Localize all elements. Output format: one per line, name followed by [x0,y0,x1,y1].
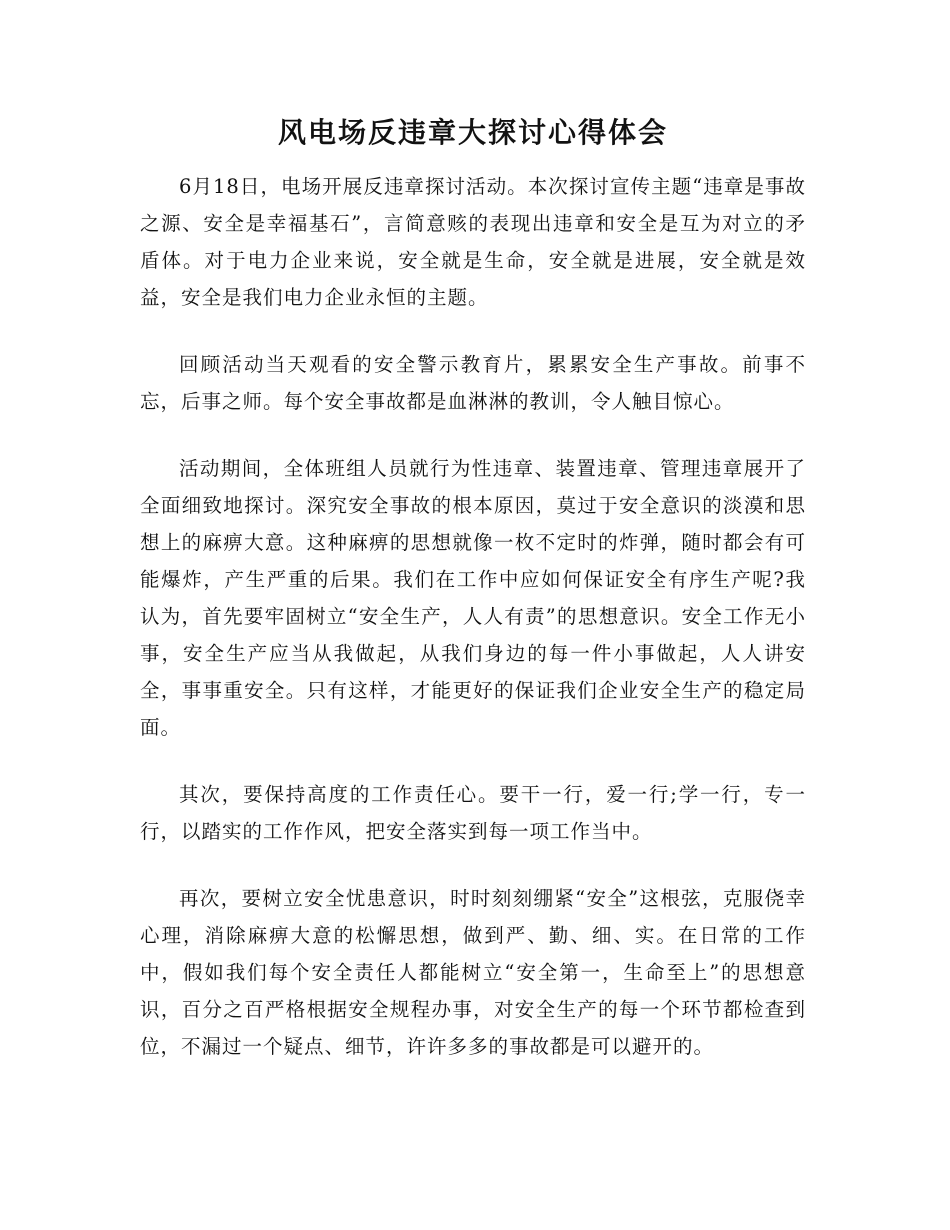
document-title: 风电场反违章大探讨心得体会 [277,116,668,149]
paragraph-2: 回顾活动当天观看的安全警示教育片，累累安全生产事故。前事不忘，后事之师。每个安全事故都是血淋淋的教训，令人触目惊心。 [140,353,806,413]
paragraph-1: 6月18日，电场开展反违章探讨活动。本次探讨宣传主题“违章是事故之源、安全是幸福基石”，言简意赅的表现出违章和安全是互为对立的矛盾体。对于电力企业来说，安全就是生命，安全就是进展，安全就是效益，安全是我们电力企业永恒的主题。 [140,175,806,309]
paragraph-5: 再次，要树立安全忧患意识，时时刻刻绷紧“安全”这根弦，克服侥幸心理，消除麻痹大意的松懈思想，做到严、勤、细、实。在日常的工作中，假如我们每个安全责任人都能树立“安全第一，生命至上”的思想意识，百分之百严格根据安全规程办事，对安全生产的每一个环节都检查到位，不漏过一个疑点、细节，许许多多的事故都是可以避开的。 [140,887,806,1058]
paragraph-3: 活动期间，全体班组人员就行为性违章、装置违章、管理违章展开了全面细致地探讨。深究安全事故的根本原因，莫过于安全意识的淡漠和思想上的麻痹大意。这种麻痹的思想就像一枚不定时的炸弹，随时都会有可能爆炸，产生严重的后果。我们在工作中应如何保证安全有序生产呢?我认为，首先要牢固树立“安全生产，人人有责”的思想意识。安全工作无小事，安全生产应当从我做起，从我们身边的每一件小事做起，人人讲安全，事事重安全。只有这样，才能更好的保证我们企业安全生产的稳定局面。 [140,457,806,739]
paragraph-4: 其次，要保持高度的工作责任心。要干一行，爱一行;学一行，专一行，以踏实的工作作风，把安全落实到每一项工作当中。 [140,783,806,843]
document-page [140,110,806,1095]
